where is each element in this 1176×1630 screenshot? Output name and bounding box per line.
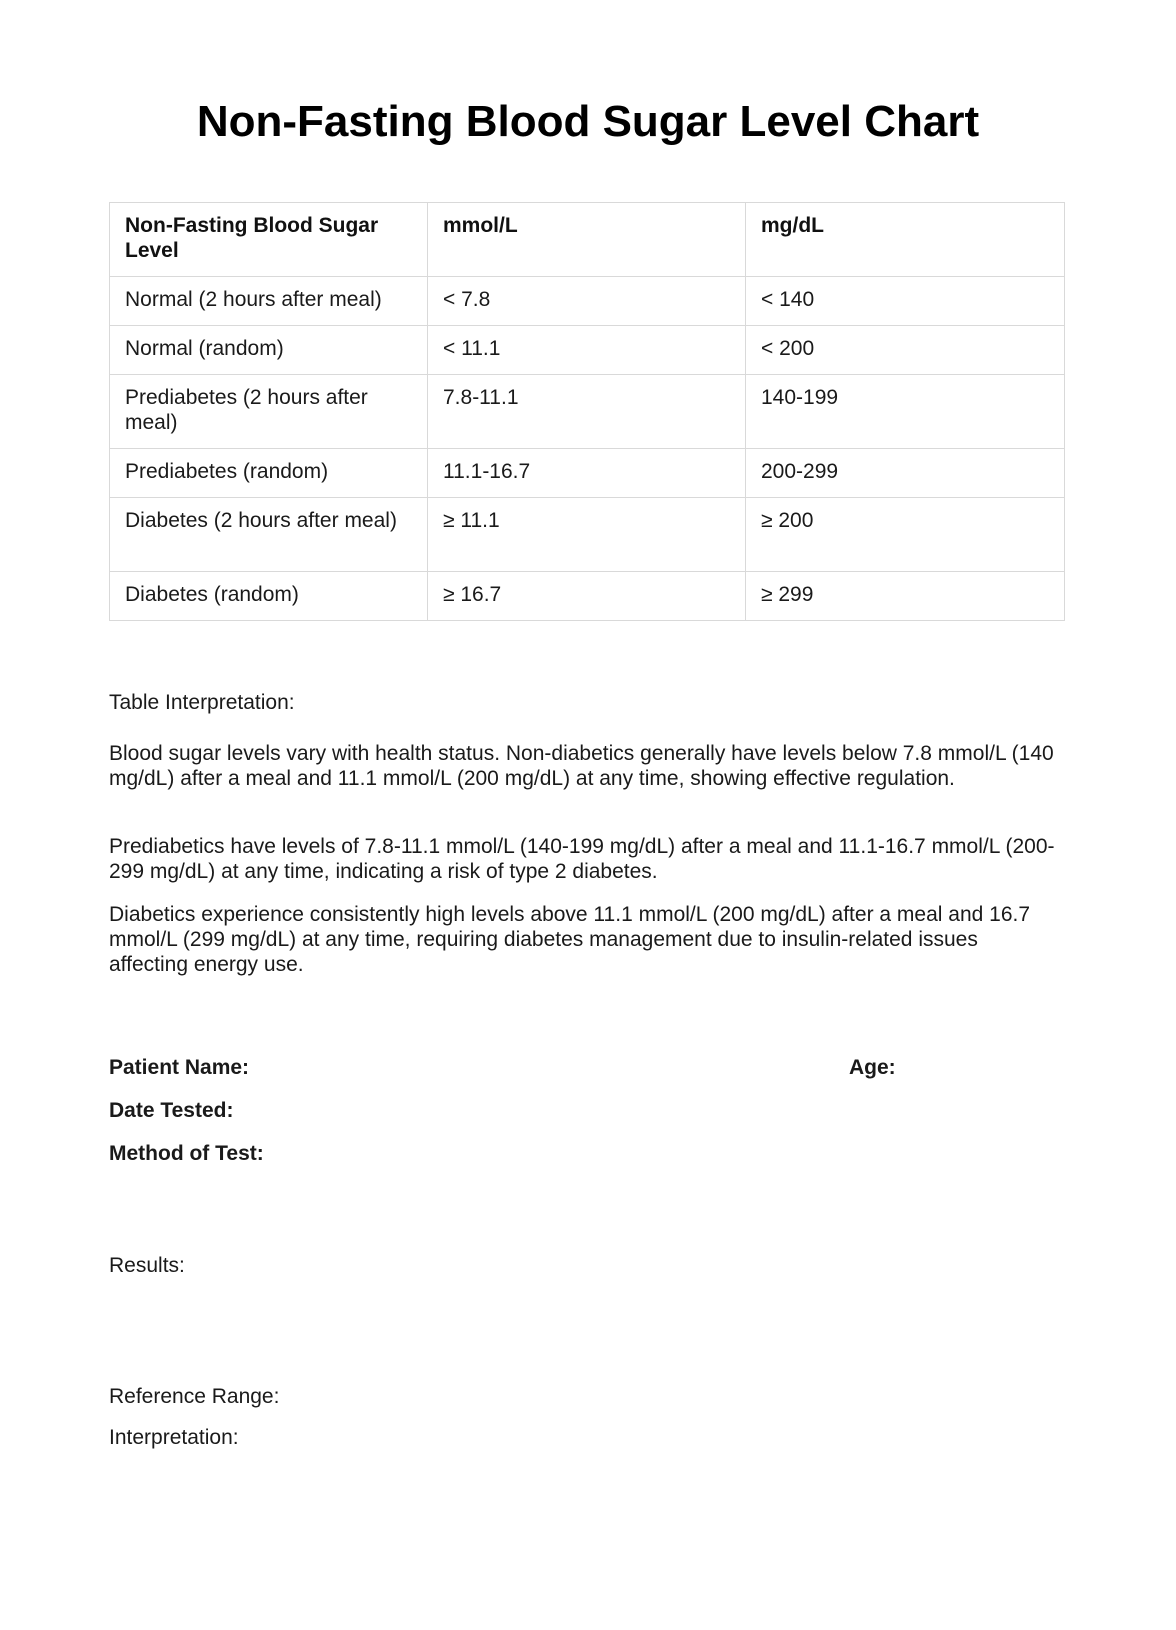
table-cell-mmol: ≥ 11.1: [428, 498, 746, 572]
table-cell-level: Normal (random): [110, 326, 428, 375]
date-tested-label: Date Tested:: [109, 1099, 234, 1122]
page-title: Non-Fasting Blood Sugar Level Chart: [196, 97, 980, 146]
table-cell-mgdl: ≥ 299: [746, 572, 1065, 621]
table-header-level: Non-Fasting Blood Sugar Level: [110, 203, 428, 277]
table-cell-mmol: < 11.1: [428, 326, 746, 375]
table-cell-mmol: ≥ 16.7: [428, 572, 746, 621]
blood-sugar-table: [109, 202, 1065, 621]
reference-range-label: Reference Range:: [109, 1385, 280, 1408]
patient-name-label: Patient Name:: [109, 1056, 250, 1079]
interpretation-paragraph-diabetes: Diabetics experience consistently high levels above 11.1 mmol/L (200 mg/dL) after a meal and 16.7 mmol/L (299 mg/dL) at any time, requiring diabetes management due to insulin-related issues affecting energy use.: [109, 903, 1031, 976]
table-cell-mmol: 7.8-11.1: [428, 375, 746, 449]
age-label: Age:: [849, 1056, 896, 1079]
table-row: [110, 449, 1065, 498]
method-of-test-label: Method of Test:: [109, 1142, 264, 1165]
table-row: [110, 498, 1065, 572]
table-cell-level: Normal (2 hours after meal): [110, 277, 428, 326]
results-label: Results:: [109, 1254, 185, 1277]
table-cell-mgdl: 140-199: [746, 375, 1065, 449]
interpretation-label: Interpretation:: [109, 1426, 239, 1449]
table-row: [110, 572, 1065, 621]
table-row: [110, 375, 1065, 449]
table-cell-level: Prediabetes (2 hours after meal): [110, 375, 428, 449]
table-row: [110, 277, 1065, 326]
table-cell-level: Prediabetes (random): [110, 449, 428, 498]
table-header-mgdl: mg/dL: [746, 203, 1065, 277]
table-cell-level: Diabetes (random): [110, 572, 428, 621]
table-header-mmol: mmol/L: [428, 203, 746, 277]
table-header-row: [110, 203, 1065, 277]
table-cell-mgdl: ≥ 200: [746, 498, 1065, 572]
table-cell-mgdl: < 140: [746, 277, 1065, 326]
interpretation-paragraph-prediabetes: Prediabetics have levels of 7.8-11.1 mmol/L (140-199 mg/dL) after a meal and 11.1-16.7 mmol/L (200-299 mg/dL) at any time, indicating a risk of type 2 diabetes.: [109, 835, 1055, 883]
interpretation-paragraph-normal: Blood sugar levels vary with health status. Non-diabetics generally have levels below 7.8 mmol/L (140 mg/dL) after a meal and 11.1 mmol/L (200 mg/dL) at any time, showing effective regulation.: [109, 742, 1054, 790]
table-cell-level: Diabetes (2 hours after meal): [110, 498, 428, 572]
table-cell-mgdl: 200-299: [746, 449, 1065, 498]
table-row: [110, 326, 1065, 375]
interpretation-heading: Table Interpretation:: [109, 691, 295, 714]
table-cell-mmol: 11.1-16.7: [428, 449, 746, 498]
table-cell-mmol: < 7.8: [428, 277, 746, 326]
table-cell-mgdl: < 200: [746, 326, 1065, 375]
